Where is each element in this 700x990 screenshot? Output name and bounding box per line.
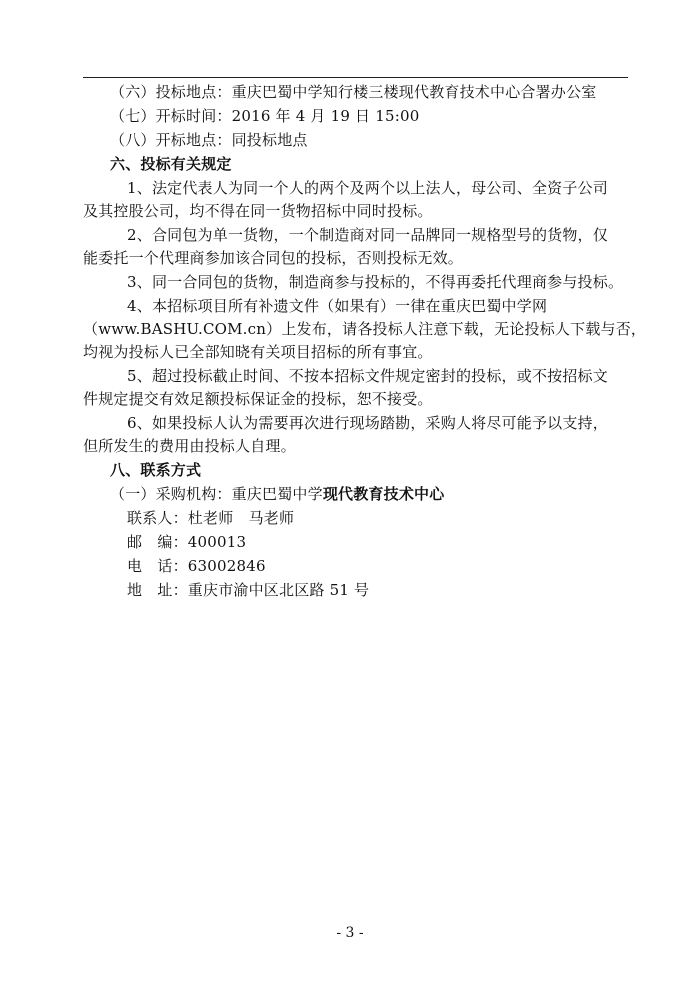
contact-organization-department: 现代教育技术中心 [322,485,445,503]
rule-5-line-2: 件规定提交有效足额投标保证金的投标，恕不接受。 [83,390,433,408]
page-number: - 3 - [336,925,364,941]
contact-organization-line [110,484,655,504]
contact-organization-prefix: （一）采购机构：重庆巴蜀中学 [110,485,323,503]
rule-4-line-3: 均视为投标人已全部知晓有关项目招标的所有事宜。 [83,343,433,361]
bid-location-line: （六）投标地点：重庆巴蜀中学知行楼三楼现代教育技术中心合署办公室 [110,83,597,101]
rule-4-line-2: （www.BASHU.COM.cn）上发布，请各投标人注意下载，无论投标人下载与否， [83,320,647,338]
rule-3-line-1: 3、同一合同包的货物，制造商参与投标的，不得再委托代理商参与投标。 [127,273,624,291]
opening-time-line: （七）开标时间：2016 年 4 月 19 日 15:00 [110,107,420,125]
rule-2-line-2: 能委托一个代理商参加该合同包的投标，否则投标无效。 [83,249,464,267]
rule-4-line-1: 4、本招标项目所有补遗文件（如果有）一律在重庆巴蜀中学网 [127,297,548,315]
rule-1-line-1: 1、法定代表人为同一个人的两个及两个以上法人，母公司、全资子公司 [127,179,608,197]
section-heading-contact: 八、联系方式 [110,461,202,479]
rule-6-line-2: 但所发生的费用由投标人自理。 [83,437,296,455]
contact-postcode-line: 邮 编：400013 [127,533,247,551]
rule-5-line-1: 5、超过投标截止时间、不按本招标文件规定密封的投标，或不按招标文 [127,367,608,385]
header-rule [83,77,628,78]
contact-address-line: 地 址：重庆市渝中区北区路 51 号 [127,581,370,599]
contact-person-line: 联系人：杜老师 马老师 [127,509,295,527]
rule-6-line-1: 6、如果投标人认为需要再次进行现场踏勘，采购人将尽可能予以支持， [127,414,608,432]
rule-1-line-2: 及其控股公司，均不得在同一货物招标中同时投标。 [83,202,433,220]
opening-location-line: （八）开标地点：同投标地点 [110,131,308,149]
rule-2-line-1: 2、合同包为单一货物，一个制造商对同一品牌同一规格型号的货物，仅 [127,226,608,244]
contact-phone-line: 电 话：63002846 [127,557,266,575]
section-heading-bid-rules: 六、投标有关规定 [110,155,232,173]
